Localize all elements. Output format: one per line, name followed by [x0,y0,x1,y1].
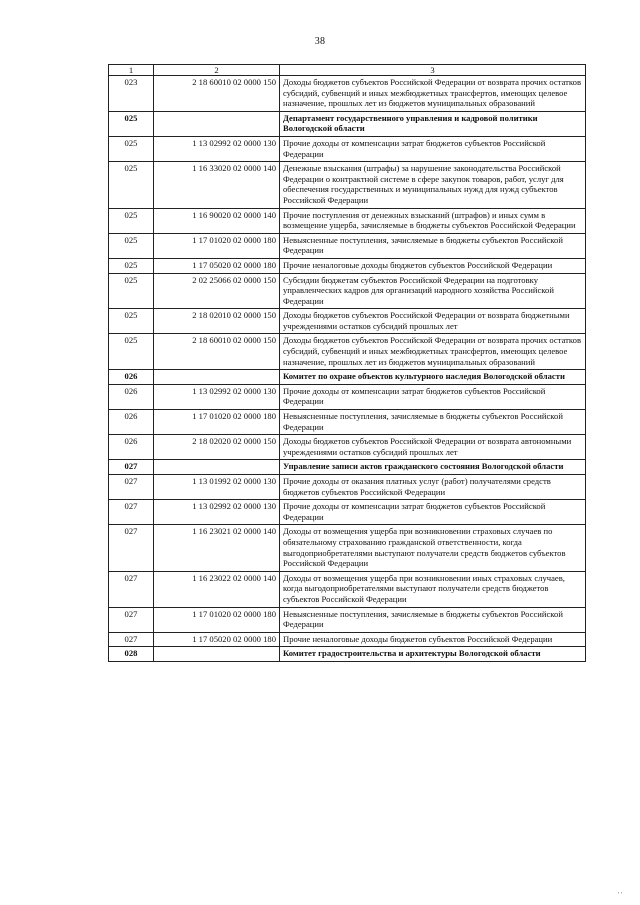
revenue-name-cell: Прочие доходы от оказания платных услуг (работ) получателями средств бюджетов субъектов Российской Федерации [280,475,586,500]
revenue-name-cell: Невыясненные поступления, зачисляемые в бюджеты субъектов Российской Федерации [280,233,586,258]
table-row [109,136,586,161]
revenue-name-cell: Департамент государственного управления и кадровой политики Вологодской области [280,111,586,136]
budget-code-cell: 2 18 02020 02 0000 150 [154,435,280,460]
table-row [109,571,586,607]
budget-code-cell [154,370,280,385]
admin-code-cell: 027 [109,460,154,475]
budget-code-cell: 2 18 60010 02 0000 150 [154,76,280,112]
table-header-row [109,65,586,76]
department-row [109,460,586,475]
table-row [109,76,586,112]
admin-code-cell: 027 [109,500,154,525]
admin-code-cell: 025 [109,136,154,161]
corner-mark: ' ' [617,891,622,899]
admin-code-cell: 026 [109,370,154,385]
budget-code-cell: 1 17 01020 02 0000 180 [154,607,280,632]
admin-code-cell: 025 [109,162,154,208]
admin-code-cell: 025 [109,258,154,273]
revenue-name-cell: Невыясненные поступления, зачисляемые в бюджеты субъектов Российской Федерации [280,607,586,632]
table-row [109,632,586,647]
revenue-name-cell: Доходы от возмещения ущерба при возникновении иных страховых случаев, когда выгодоприобретателями выступают получатели средств бюджетов субъектов Российской Федерации [280,571,586,607]
admin-code-cell: 025 [109,309,154,334]
revenue-name-cell: Комитет градостроительства и архитектуры Вологодской области [280,647,586,662]
budget-code-cell: 1 17 01020 02 0000 180 [154,233,280,258]
revenue-name-cell: Прочие поступления от денежных взысканий (штрафов) и иных сумм в возмещение ущерба, зачисляемые в бюджеты субъектов Российской Федерации [280,208,586,233]
revenue-name-cell: Доходы бюджетов субъектов Российской Федерации от возврата автономными учреждениями остатков субсидий прошлых лет [280,435,586,460]
revenue-administrators-table [108,64,586,662]
budget-code-cell: 1 13 01992 02 0000 130 [154,475,280,500]
admin-code-cell: 025 [109,334,154,370]
admin-code-cell: 028 [109,647,154,662]
table-body [109,76,586,662]
column-header-2: 2 [154,65,280,76]
page-number: 38 [314,36,326,47]
department-row [109,370,586,385]
budget-code-cell: 1 17 01020 02 0000 180 [154,410,280,435]
budget-code-cell: 2 18 60010 02 0000 150 [154,334,280,370]
revenue-name-cell: Прочие доходы от компенсации затрат бюджетов субъектов Российской Федерации [280,384,586,409]
department-row [109,111,586,136]
admin-code-cell: 027 [109,525,154,571]
budget-code-cell: 1 16 23022 02 0000 140 [154,571,280,607]
admin-code-cell: 025 [109,273,154,309]
table-row [109,233,586,258]
table-row [109,384,586,409]
admin-code-cell: 026 [109,384,154,409]
revenue-name-cell: Денежные взыскания (штрафы) за нарушение законодательства Российской Федерации о контрактной системе в сфере закупок товаров, работ, услуг для обеспечения государственных и муниципальных нужд для нужд субъектов Российской Федерации [280,162,586,208]
budget-code-cell: 1 16 90020 02 0000 140 [154,208,280,233]
table-row [109,435,586,460]
admin-code-cell: 027 [109,475,154,500]
admin-code-cell: 027 [109,571,154,607]
admin-code-cell: 027 [109,632,154,647]
revenue-name-cell: Невыясненные поступления, зачисляемые в бюджеты субъектов Российской Федерации [280,410,586,435]
admin-code-cell: 023 [109,76,154,112]
revenue-name-cell: Субсидии бюджетам субъектов Российской Федерации на подготовку управленческих кадров для организаций народного хозяйства Российской Федерации [280,273,586,309]
budget-code-cell: 1 13 02992 02 0000 130 [154,500,280,525]
budget-code-cell: 1 13 02992 02 0000 130 [154,136,280,161]
table-row [109,208,586,233]
budget-code-cell [154,111,280,136]
budget-code-cell [154,460,280,475]
department-row [109,647,586,662]
revenue-name-cell: Управление записи актов гражданского состояния Вологодской области [280,460,586,475]
table-row [109,607,586,632]
budget-code-cell: 2 18 02010 02 0000 150 [154,309,280,334]
table-row [109,334,586,370]
revenue-name-cell: Прочие доходы от компенсации затрат бюджетов субъектов Российской Федерации [280,136,586,161]
column-header-3: 3 [280,65,586,76]
budget-code-cell: 1 13 02992 02 0000 130 [154,384,280,409]
table-row [109,410,586,435]
budget-code-cell: 1 16 23021 02 0000 140 [154,525,280,571]
table-row [109,162,586,208]
revenue-name-cell: Прочие неналоговые доходы бюджетов субъектов Российской Федерации [280,258,586,273]
budget-code-cell: 1 16 33020 02 0000 140 [154,162,280,208]
budget-code-cell: 1 17 05020 02 0000 180 [154,258,280,273]
column-header-1: 1 [109,65,154,76]
revenue-name-cell: Прочие неналоговые доходы бюджетов субъектов Российской Федерации [280,632,586,647]
table-row [109,273,586,309]
admin-code-cell: 025 [109,111,154,136]
table-row [109,525,586,571]
budget-code-cell: 2 02 25066 02 0000 150 [154,273,280,309]
budget-code-cell [154,647,280,662]
table-row [109,475,586,500]
revenue-name-cell: Доходы от возмещения ущерба при возникновении страховых случаев по обязательному страхованию гражданской ответственности, когда выгодоприобретателями выступают получатели средств бюджетов субъектов Российской Федерации [280,525,586,571]
table-row [109,309,586,334]
revenue-name-cell: Доходы бюджетов субъектов Российской Федерации от возврата прочих остатков субсидий, субвенций и иных межбюджетных трансфертов, имеющих целевое назначение, прошлых лет из бюджетов муниципальных образований [280,76,586,112]
admin-code-cell: 026 [109,435,154,460]
admin-code-cell: 026 [109,410,154,435]
table-row [109,500,586,525]
table-row [109,258,586,273]
revenue-name-cell: Доходы бюджетов субъектов Российской Федерации от возврата прочих остатков субсидий, субвенций и иных межбюджетных трансфертов, имеющих целевое назначение, прошлых лет из бюджетов муниципальных образований [280,334,586,370]
admin-code-cell: 025 [109,208,154,233]
revenue-name-cell: Комитет по охране объектов культурного наследия Вологодской области [280,370,586,385]
admin-code-cell: 025 [109,233,154,258]
revenue-name-cell: Доходы бюджетов субъектов Российской Федерации от возврата бюджетными учреждениями остатков субсидий прошлых лет [280,309,586,334]
revenue-name-cell: Прочие доходы от компенсации затрат бюджетов субъектов Российской Федерации [280,500,586,525]
budget-code-cell: 1 17 05020 02 0000 180 [154,632,280,647]
admin-code-cell: 027 [109,607,154,632]
